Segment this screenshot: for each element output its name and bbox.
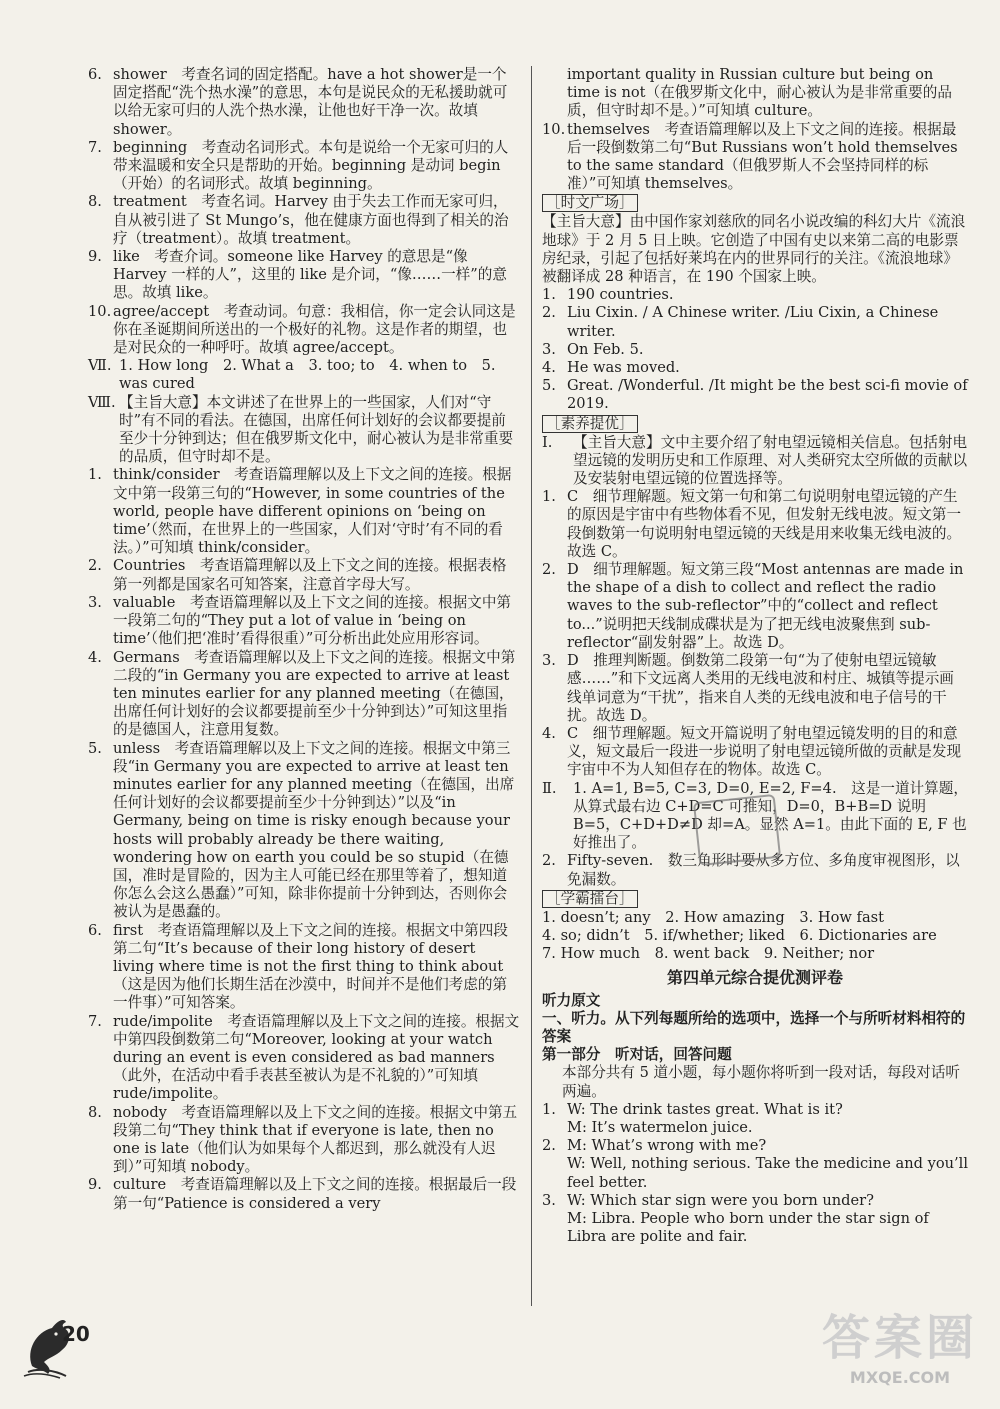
item-number: 5. bbox=[88, 739, 102, 757]
right-column bbox=[542, 66, 968, 1246]
answer-item bbox=[88, 649, 520, 740]
item-number: 2. bbox=[542, 561, 556, 579]
answer-item bbox=[542, 1101, 968, 1137]
item-text: treatment 考查名词。Harvey 由于失去工作而无家可归，自从被引进了 St Mungo’s，他在健康方面也得到了相关的治疗（treatment）。故填 treatment。 bbox=[113, 193, 509, 247]
item-text: 【主旨大意】本文讲述了在世界上的一些国家，人们对“守时”有不同的看法。在德国，出席任何计划好的会议都要提前至少十分钟到达；但在俄罗斯文化中，耐心被认为是非常重要的品质，但守时却不是。 bbox=[119, 393, 514, 466]
item-number: Ⅶ. bbox=[88, 357, 112, 375]
section-heading: ［时文广场］ bbox=[542, 194, 638, 212]
page-number: 20 bbox=[62, 1322, 90, 1346]
item-text: D 推理判断题。倒数第二段第一句“为了使射电望远镜敏感……”和下文远离人类用的无线电波和村庄、城镇等提示画线单词意为“干扰”，指来自人类的无线电波和电子信号的干扰。故选 D。 bbox=[567, 652, 954, 724]
item-number: 2. bbox=[542, 852, 556, 870]
item-number: Ⅷ. bbox=[88, 393, 116, 411]
item-number: 2. bbox=[542, 304, 556, 322]
item-text: rude/impolite 考查语篇理解以及上下文之间的连接。根据文中第四段倒数第二句“Moreover, looking at your watch during an event is even considered as bad manners（此外，在活动中看手表甚至被认为是不礼貌的）”可知填 rude/impolite。 bbox=[113, 1012, 520, 1103]
section-heading-row bbox=[542, 414, 968, 434]
item-number: 7. bbox=[88, 1012, 102, 1030]
watermark-url: MXQE.COM bbox=[849, 1368, 951, 1387]
item-text: Germans 考查语篇理解以及上下文之间的连接。根据文中第二段的“in Germany you are expected to arrive at least ten minutes earlier for any planned meeting（在德国，出席任何计划好的会议都要提前至少十分钟到达）”可知这里指的是德国人，注意用复数。 bbox=[113, 648, 516, 739]
paragraph: 本部分共有 5 道小题，每小题你将听到一段对话，每段对话听两遍。 bbox=[562, 1064, 961, 1100]
answer-line: 1. doesn’t; any 2. How amazing 3. How fast bbox=[542, 908, 885, 926]
answer-item bbox=[88, 139, 520, 194]
item-number: 4. bbox=[542, 359, 556, 377]
item-number: 8. bbox=[88, 193, 102, 211]
section-heading: ［学霸擂台］ bbox=[542, 890, 638, 908]
answer-item bbox=[88, 193, 520, 248]
item-text: Great. /Wonderful. /It might be the best sci-fi movie of 2019. bbox=[567, 377, 968, 413]
answer-item bbox=[88, 1176, 520, 1212]
answer-item bbox=[542, 359, 968, 377]
item-number: 10. bbox=[88, 302, 112, 320]
bold-heading: 第一部分 听对话，回答问题 bbox=[542, 1046, 732, 1064]
answer-item bbox=[88, 466, 520, 557]
answer-item bbox=[88, 1104, 520, 1177]
answer-item bbox=[88, 557, 520, 593]
unit-title: 第四单元综合提优测评卷 bbox=[666, 968, 843, 988]
item-text: W: The drink tastes great. What is it? M: It’s watermelon juice. bbox=[567, 1100, 843, 1136]
item-text: shower 考查名词的固定搭配。have a hot shower是一个固定搭配“洗个热水澡”的意思，本句是说民众的无私援助就可以给无家可归的人洗个热水澡，让他也好干净一次。故填 shower。 bbox=[113, 66, 508, 138]
watermark-logo bbox=[822, 1299, 978, 1387]
item-text: think/consider 考查语篇理解以及上下文之间的连接。根据文中第一段第三句的“However, in some countries of the world, people have different opinions on ‘being on time’（然而，在世界上的一些国家，人们对‘守时’有不同的看法。）”可知填 think/consider。 bbox=[113, 466, 512, 557]
section-heading-row bbox=[542, 193, 968, 213]
item-text: C 细节理解题。短文第一句和第二句说明射电望远镜的产生的原因是宇宙中有些物体看不见，但发射无线电波。短文第一段倒数第一句说明射电望远镜的天线是用来收集无线电波的。故选 C。 bbox=[567, 488, 962, 560]
column-divider bbox=[531, 66, 532, 1306]
item-number: 8. bbox=[88, 1103, 102, 1121]
answer-item bbox=[542, 561, 968, 652]
bold-heading: 听力原文 bbox=[542, 991, 601, 1009]
item-text: He was moved. bbox=[567, 359, 680, 377]
item-number: 7. bbox=[88, 138, 102, 156]
answer-item bbox=[542, 1137, 968, 1192]
section-heading: ［素养提优］ bbox=[542, 415, 638, 433]
bold-heading: 一、听力。从下列每题所给的选项中，选择一个与所听材料相符的答案 bbox=[542, 1009, 966, 1045]
item-number: 5. bbox=[542, 377, 556, 395]
section-heading-row bbox=[542, 889, 968, 909]
answer-item bbox=[88, 248, 520, 303]
continued-text: important quality in Russian culture but being on time is not（在俄罗斯文化中，耐心被认为是非常重要的品质，但守时却不是。）”可知填 culture。 bbox=[567, 66, 952, 120]
item-text: themselves 考查语篇理解以及上下文之间的连接。根据最后一段倒数第二句“But Russians won’t hold themselves to the same standard（但俄罗斯人不会坚持同样的标准）”可知填 themselves。 bbox=[567, 120, 958, 193]
item-text: 1. How long 2. What a 3. too; to 4. when to 5. was cured bbox=[119, 357, 496, 393]
item-text: W: Which star sign were you born under? M: Libra. People who born under the star sign of Libra are polite and fair. bbox=[567, 1191, 929, 1246]
answer-line: 7. How much 8. went back 9. Neither; nor bbox=[542, 945, 875, 963]
answer-item bbox=[88, 922, 520, 1013]
item-number: 2. bbox=[88, 557, 102, 575]
item-text: like 考查介词。someone like Harvey 的意思是“像 Harvey 一样的人”，这里的 like 是介词，“像……一样”的意思。故填 like。 bbox=[113, 248, 507, 302]
item-number: 4. bbox=[88, 648, 102, 666]
answer-item bbox=[88, 394, 520, 467]
answer-item bbox=[88, 740, 520, 922]
item-number: 3. bbox=[88, 593, 102, 611]
item-text: unless 考查语篇理解以及上下文之间的连接。根据文中第三段“in Germany you are expected to arrive at least ten minutes earlier for any planned meeting（在德国，出席任何计划好的会议都要提前至少十分钟到达）”以及“in Germany, being on time is risky enough because your hosts will probably already be there waiting, wondering how on earth you could be so stupid（在德国，准时是冒险的，因为主人可能已经在那里等着了，想知道你怎么会这么愚蠢）”可知，除非你提前十分钟到达，否则你会被认为是愚蠢的。 bbox=[113, 739, 515, 921]
item-text: beginning 考查动名词形式。本句是说给一个无家可归的人带来温暖和安全只是帮助的开始。beginning 是动词 begin（开始）的名词形式。故填 beginning。 bbox=[113, 138, 509, 193]
item-text: C 细节理解题。短文开篇说明了射电望远镜发明的目的和意义，短文最后一段进一步说明了射电望远镜所做的贡献是发现宇宙中不为人知但存在的物体。故选 C。 bbox=[567, 724, 962, 779]
answer-item bbox=[88, 1013, 520, 1104]
item-number: 1. bbox=[542, 1100, 556, 1118]
answer-item bbox=[542, 304, 968, 340]
item-number: 3. bbox=[542, 340, 556, 358]
item-text: D 细节理解题。短文第三段“Most antennas are made in the shape of a dish to collect and reflect the radio waves to the sub-reflector”中的“collect and reflect to...”说明把天线制成碟状是为了把无线电波聚焦到 sub-reflector“副发射器”上。故选 D。 bbox=[567, 561, 964, 651]
answer-item bbox=[88, 66, 520, 139]
answer-item bbox=[542, 725, 968, 780]
answer-item bbox=[542, 341, 968, 359]
item-text: agree/accept 考查动词。句意：我相信，你一定会认同这是你在圣诞期间所送出的一个极好的礼物。这是作者的期望，也是对民众的一种呼吁。故填 agree/accept。 bbox=[113, 302, 516, 357]
answer-item bbox=[542, 121, 968, 194]
item-number: 1. bbox=[542, 488, 556, 506]
item-number: Ⅰ. bbox=[542, 433, 553, 451]
item-text: 190 countries. bbox=[567, 286, 674, 304]
item-number: 6. bbox=[88, 921, 102, 939]
item-text: On Feb. 5. bbox=[567, 340, 644, 358]
item-text: nobody 考查语篇理解以及上下文之间的连接。根据文中第五段第二句“They think that if everyone is late, then no one is late（他们认为如果每个人都迟到，那么就没有人迟到）”可知填 nobody。 bbox=[113, 1103, 518, 1176]
left-column bbox=[88, 66, 520, 1213]
item-text: first 考查语篇理解以及上下文之间的连接。根据文中第四段第二句“It’s because of their long history of desert living where time is not the first thing to think about（这是因为他们长期生活在沙漠中，时间并不是他们考虑的第一件事）”可知答案。 bbox=[113, 921, 508, 1012]
answer-item bbox=[542, 488, 968, 561]
answer-line: 4. so; didn’t 5. if/whether; liked 6. Dictionaries are bbox=[542, 926, 937, 944]
item-number: 3. bbox=[542, 1191, 556, 1209]
answer-item bbox=[542, 377, 968, 413]
answer-item bbox=[542, 434, 968, 489]
answer-item bbox=[88, 357, 520, 393]
item-text: Fifty-seven. 数三角形时要从多方位、多角度审视图形，以免漏数。 bbox=[567, 852, 960, 888]
answer-item bbox=[88, 594, 520, 649]
ink-stamp bbox=[693, 794, 781, 866]
item-number: 6. bbox=[88, 66, 102, 83]
item-text: Liu Cixin. / A Chinese writer. /Liu Cixin, a Chinese writer. bbox=[567, 304, 939, 340]
item-number: 4. bbox=[542, 724, 556, 742]
paragraph: 【主旨大意】由中国作家刘慈欣的同名小说改编的科幻大片《流浪地球》于 2 月 5 日上映。它创造了中国有史以来第二高的电影票房纪录，引起了包括好莱坞在内的世界同行的关注。《流浪地球》被翻译成 28 种语言，在 190 个国家上映。 bbox=[542, 213, 966, 286]
answer-item bbox=[88, 303, 520, 358]
item-text: 1. A=1, B=5, C=3, D=0, E=2, F=4. 这是一道计算题，从算式最右边 C+D=C 可推知，D=0，B+B=D 说明 B=5，C+D+D≠D 却=A。显然 A=1。由此下面的 E, F 也好推出了。 bbox=[573, 779, 968, 852]
item-number: Ⅱ. bbox=[542, 779, 557, 797]
item-number: 1. bbox=[88, 466, 102, 484]
item-number: 3. bbox=[542, 652, 556, 670]
answer-item bbox=[542, 652, 968, 725]
item-text: valuable 考查语篇理解以及上下文之间的连接。根据文中第一段第二句的“They put a lot of value in ‘being on time’（他们把‘准时’看得很重）”可分析出此处应用形容词。 bbox=[113, 593, 512, 648]
item-number: 9. bbox=[88, 248, 102, 266]
item-number: 2. bbox=[542, 1137, 556, 1155]
item-text: Countries 考查语篇理解以及上下文之间的连接。根据表格第一列都是国家名可知答案，注意首字母大写。 bbox=[113, 557, 507, 593]
answer-item bbox=[542, 286, 968, 304]
item-number: 9. bbox=[88, 1176, 102, 1194]
item-number: 10. bbox=[542, 120, 566, 138]
item-number: 1. bbox=[542, 286, 556, 304]
answer-item bbox=[542, 1192, 968, 1247]
item-text: 【主旨大意】文中主要介绍了射电望远镜相关信息。包括射电望远镜的发明历史和工作原理、对人类研究太空所做的贡献以及安装射电望远镜的位置选择等。 bbox=[573, 433, 968, 488]
item-text: culture 考查语篇理解以及上下文之间的连接。根据最后一段第一句“Patience is considered a very bbox=[113, 1176, 517, 1212]
watermark-text: 答案圈 bbox=[821, 1310, 978, 1366]
item-text: M: What’s wrong with me? W: Well, nothing serious. Take the medicine and you’ll feel better. bbox=[567, 1137, 969, 1191]
